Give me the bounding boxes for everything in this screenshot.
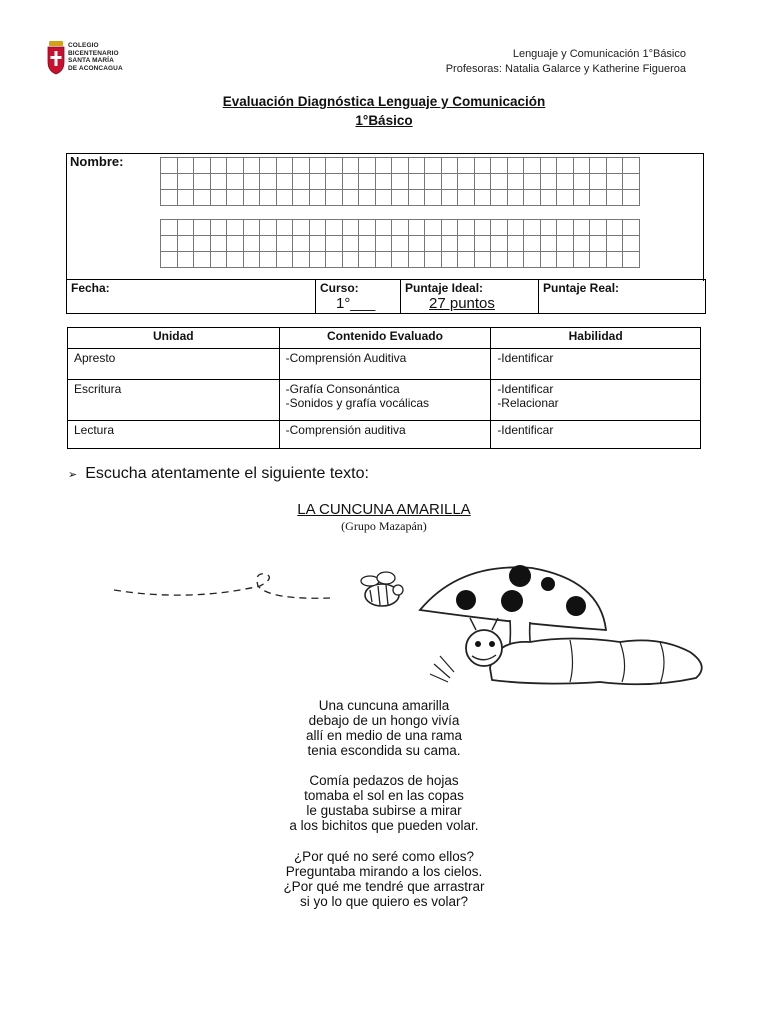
grid-row xyxy=(161,158,640,174)
grid-cell[interactable] xyxy=(260,220,277,236)
grid-cell[interactable] xyxy=(474,220,491,236)
skill-cell: -Identificar xyxy=(491,421,701,449)
grid-cell[interactable] xyxy=(491,236,508,252)
grid-cell[interactable] xyxy=(359,190,376,206)
grid-cell[interactable] xyxy=(309,190,326,206)
grid-cell[interactable] xyxy=(573,220,590,236)
grid-cell[interactable] xyxy=(309,158,326,174)
grid-cell[interactable] xyxy=(342,236,359,252)
grid-cell[interactable] xyxy=(309,220,326,236)
grid-cell[interactable] xyxy=(557,236,574,252)
page-subtitle: 1°Básico xyxy=(355,113,413,128)
teachers-line: Profesoras: Natalia Galarce y Katherine Figueroa xyxy=(445,63,686,75)
skill-cell: -Identificar -Relacionar xyxy=(491,380,701,421)
unit-cell: Lectura xyxy=(68,421,280,449)
ideal-score-value: 27 puntos xyxy=(429,295,495,312)
grid-cell[interactable] xyxy=(227,252,244,268)
grid-cell[interactable] xyxy=(590,236,607,252)
grid-cell[interactable] xyxy=(276,158,293,174)
grid-cell[interactable] xyxy=(507,158,524,174)
grid-cell[interactable] xyxy=(276,252,293,268)
surname-writing-grid[interactable] xyxy=(160,219,640,268)
bee-icon xyxy=(361,572,403,606)
grid-cell[interactable] xyxy=(491,190,508,206)
grid-cell[interactable] xyxy=(590,174,607,190)
unit-cell: Apresto xyxy=(68,349,280,380)
grid-cell[interactable] xyxy=(276,190,293,206)
grid-cell[interactable] xyxy=(243,190,260,206)
grid-cell[interactable] xyxy=(276,220,293,236)
school-crest-icon xyxy=(46,40,66,76)
grid-cell[interactable] xyxy=(540,220,557,236)
grid-cell[interactable] xyxy=(441,236,458,252)
grid-cell[interactable] xyxy=(491,174,508,190)
grid-cell[interactable] xyxy=(161,190,178,206)
grid-cell[interactable] xyxy=(507,174,524,190)
table-row xyxy=(68,421,701,449)
grid-cell[interactable] xyxy=(210,174,227,190)
grid-cell[interactable] xyxy=(458,220,475,236)
grid-cell[interactable] xyxy=(243,236,260,252)
grid-cell[interactable] xyxy=(606,190,623,206)
caterpillar-illustration xyxy=(100,560,710,690)
instruction xyxy=(68,465,369,483)
column-header: Unidad xyxy=(68,328,280,349)
grid-cell[interactable] xyxy=(557,252,574,268)
date-label: Fecha: xyxy=(71,281,110,295)
grid-cell[interactable] xyxy=(425,236,442,252)
subject-line: Lenguaje y Comunicación 1°Básico xyxy=(512,48,686,60)
grid-cell[interactable] xyxy=(227,174,244,190)
grid-cell[interactable] xyxy=(392,220,409,236)
grid-cell[interactable] xyxy=(474,236,491,252)
page-title: Evaluación Diagnóstica Lenguaje y Comunicación xyxy=(222,94,546,109)
grid-cell[interactable] xyxy=(326,174,343,190)
name-label: Nombre: xyxy=(70,154,124,169)
grid-cell[interactable] xyxy=(392,190,409,206)
content-cell: -Grafía Consonántica -Sonidos y grafía vocálicas xyxy=(279,380,491,421)
grid-cell[interactable] xyxy=(524,220,541,236)
column-header: Habilidad xyxy=(491,328,701,349)
school-logo xyxy=(46,40,130,76)
grid-cell[interactable] xyxy=(573,158,590,174)
grid-cell[interactable] xyxy=(227,190,244,206)
course-label: Curso: xyxy=(320,281,359,295)
grid-cell[interactable] xyxy=(359,220,376,236)
school-name: COLEGIO BICENTENARIO SANTA MARÍA DE ACONCAGUA xyxy=(68,42,123,72)
grid-cell[interactable] xyxy=(210,190,227,206)
grid-cell[interactable] xyxy=(260,174,277,190)
grid-cell[interactable] xyxy=(210,252,227,268)
grid-cell[interactable] xyxy=(557,158,574,174)
grid-cell[interactable] xyxy=(491,252,508,268)
grid-cell[interactable] xyxy=(540,174,557,190)
grid-cell[interactable] xyxy=(557,174,574,190)
skill-cell: -Identificar xyxy=(491,349,701,380)
grid-cell[interactable] xyxy=(375,190,392,206)
grid-cell[interactable] xyxy=(507,236,524,252)
grid-cell[interactable] xyxy=(557,220,574,236)
grid-cell[interactable] xyxy=(524,190,541,206)
grid-cell[interactable] xyxy=(573,190,590,206)
grid-cell[interactable] xyxy=(177,158,194,174)
grid-cell[interactable] xyxy=(606,158,623,174)
grid-cell[interactable] xyxy=(540,252,557,268)
real-score-cell[interactable] xyxy=(539,280,704,313)
grid-cell[interactable] xyxy=(243,252,260,268)
grid-cell[interactable] xyxy=(293,220,310,236)
grid-cell[interactable] xyxy=(161,252,178,268)
grid-cell[interactable] xyxy=(161,158,178,174)
grid-cell[interactable] xyxy=(293,252,310,268)
name-writing-grid[interactable] xyxy=(160,157,640,206)
table-row xyxy=(68,380,701,421)
grid-cell[interactable] xyxy=(507,252,524,268)
grid-cell[interactable] xyxy=(260,158,277,174)
poem-author: (Grupo Mazapán) xyxy=(341,519,427,533)
grid-cell[interactable] xyxy=(606,174,623,190)
grid-cell[interactable] xyxy=(177,252,194,268)
grid-cell[interactable] xyxy=(177,236,194,252)
grid-cell[interactable] xyxy=(309,236,326,252)
grid-cell[interactable] xyxy=(309,174,326,190)
grid-cell[interactable] xyxy=(425,252,442,268)
grid-cell[interactable] xyxy=(260,190,277,206)
ideal-score-label: Puntaje Ideal: xyxy=(405,281,484,295)
grid-cell[interactable] xyxy=(177,220,194,236)
grid-cell[interactable] xyxy=(243,174,260,190)
grid-cell[interactable] xyxy=(326,236,343,252)
grid-cell[interactable] xyxy=(408,252,425,268)
grid-cell[interactable] xyxy=(507,190,524,206)
grid-cell[interactable] xyxy=(623,174,640,190)
grid-cell[interactable] xyxy=(177,174,194,190)
grid-cell[interactable] xyxy=(458,236,475,252)
grid-row xyxy=(161,220,640,236)
grid-cell[interactable] xyxy=(474,190,491,206)
grid-cell[interactable] xyxy=(408,220,425,236)
grid-cell[interactable] xyxy=(326,252,343,268)
grid-cell[interactable] xyxy=(441,190,458,206)
grid-cell[interactable] xyxy=(425,190,442,206)
table-header-row xyxy=(68,328,701,349)
poem-stanza-3: ¿Por qué no seré como ellos? Preguntaba mirando a los cielos. ¿Por qué me tendré que arrastrar si yo lo que quiero es volar? xyxy=(283,849,485,909)
grid-cell[interactable] xyxy=(194,252,211,268)
grid-cell[interactable] xyxy=(507,220,524,236)
grid-cell[interactable] xyxy=(441,174,458,190)
grid-cell[interactable] xyxy=(243,220,260,236)
grid-cell[interactable] xyxy=(359,158,376,174)
grid-cell[interactable] xyxy=(557,190,574,206)
grid-cell[interactable] xyxy=(375,174,392,190)
grid-cell[interactable] xyxy=(441,220,458,236)
grid-cell[interactable] xyxy=(573,236,590,252)
grid-cell[interactable] xyxy=(606,220,623,236)
grid-cell[interactable] xyxy=(491,220,508,236)
grid-cell[interactable] xyxy=(359,252,376,268)
grid-cell[interactable] xyxy=(623,190,640,206)
units-table xyxy=(67,327,701,449)
grid-cell[interactable] xyxy=(177,190,194,206)
grid-cell[interactable] xyxy=(392,236,409,252)
content-cell: -Comprensión Auditiva xyxy=(279,349,491,380)
grid-cell[interactable] xyxy=(293,236,310,252)
grid-cell[interactable] xyxy=(524,252,541,268)
ideal-score-cell xyxy=(401,280,539,313)
caterpillar-icon xyxy=(430,618,702,684)
grid-cell[interactable] xyxy=(326,158,343,174)
grid-cell[interactable] xyxy=(227,158,244,174)
grid-cell[interactable] xyxy=(590,190,607,206)
grid-cell[interactable] xyxy=(276,174,293,190)
grid-cell[interactable] xyxy=(606,252,623,268)
grid-cell[interactable] xyxy=(326,220,343,236)
grid-cell[interactable] xyxy=(326,190,343,206)
grid-cell[interactable] xyxy=(342,220,359,236)
date-cell[interactable] xyxy=(67,280,316,313)
grid-cell[interactable] xyxy=(293,174,310,190)
grid-cell[interactable] xyxy=(458,190,475,206)
score-info-row xyxy=(66,279,706,314)
grid-cell[interactable] xyxy=(425,220,442,236)
grid-cell[interactable] xyxy=(342,174,359,190)
grid-cell[interactable] xyxy=(342,252,359,268)
grid-cell[interactable] xyxy=(227,220,244,236)
grid-cell[interactable] xyxy=(161,220,178,236)
grid-cell[interactable] xyxy=(194,236,211,252)
grid-cell[interactable] xyxy=(623,252,640,268)
grid-cell[interactable] xyxy=(573,252,590,268)
grid-cell[interactable] xyxy=(590,158,607,174)
grid-cell[interactable] xyxy=(210,220,227,236)
grid-cell[interactable] xyxy=(408,236,425,252)
grid-cell[interactable] xyxy=(194,174,211,190)
grid-cell[interactable] xyxy=(161,174,178,190)
grid-cell[interactable] xyxy=(392,252,409,268)
poem-stanza-2: Comía pedazos de hojas tomaba el sol en las copas le gustaba subirse a mirar a los bichitos que pueden volar. xyxy=(289,773,479,833)
unit-cell: Escritura xyxy=(68,380,280,421)
poem-stanza-1: Una cuncuna amarilla debajo de un hongo vivía allí en medio de una rama tenia escondida su cama. xyxy=(305,698,463,758)
grid-cell[interactable] xyxy=(293,158,310,174)
grid-cell[interactable] xyxy=(458,174,475,190)
grid-cell[interactable] xyxy=(276,236,293,252)
grid-cell[interactable] xyxy=(260,236,277,252)
grid-cell[interactable] xyxy=(293,190,310,206)
grid-cell[interactable] xyxy=(425,158,442,174)
grid-cell[interactable] xyxy=(590,220,607,236)
grid-cell[interactable] xyxy=(441,252,458,268)
grid-cell[interactable] xyxy=(540,158,557,174)
grid-cell[interactable] xyxy=(260,252,277,268)
grid-cell[interactable] xyxy=(623,236,640,252)
grid-cell[interactable] xyxy=(474,158,491,174)
table-row xyxy=(68,349,701,380)
grid-cell[interactable] xyxy=(408,158,425,174)
grid-cell[interactable] xyxy=(194,190,211,206)
grid-cell[interactable] xyxy=(309,252,326,268)
course-cell[interactable] xyxy=(316,280,401,313)
grid-row xyxy=(161,236,640,252)
grid-cell[interactable] xyxy=(359,174,376,190)
column-header: Contenido Evaluado xyxy=(279,328,491,349)
grid-cell[interactable] xyxy=(425,174,442,190)
grid-cell[interactable] xyxy=(524,236,541,252)
flight-path-icon xyxy=(114,574,330,599)
grid-cell[interactable] xyxy=(474,174,491,190)
grid-cell[interactable] xyxy=(342,190,359,206)
grid-row xyxy=(161,190,640,206)
grid-cell[interactable] xyxy=(491,158,508,174)
grid-cell[interactable] xyxy=(573,174,590,190)
grid-cell[interactable] xyxy=(623,158,640,174)
grid-cell[interactable] xyxy=(540,190,557,206)
grid-cell[interactable] xyxy=(458,158,475,174)
course-value: 1°___ xyxy=(336,295,376,312)
grid-cell[interactable] xyxy=(375,252,392,268)
grid-cell[interactable] xyxy=(375,236,392,252)
grid-cell[interactable] xyxy=(392,174,409,190)
grid-cell[interactable] xyxy=(359,236,376,252)
grid-cell[interactable] xyxy=(524,158,541,174)
document-header xyxy=(446,47,686,77)
grid-cell[interactable] xyxy=(441,158,458,174)
arrow-bullet-icon: ➢ xyxy=(68,469,78,481)
grid-cell[interactable] xyxy=(210,158,227,174)
grid-cell[interactable] xyxy=(408,190,425,206)
instruction-text: Escucha atentamente el siguiente texto: xyxy=(85,465,369,482)
grid-cell[interactable] xyxy=(342,158,359,174)
grid-cell[interactable] xyxy=(458,252,475,268)
grid-cell[interactable] xyxy=(194,220,211,236)
grid-cell[interactable] xyxy=(590,252,607,268)
grid-cell[interactable] xyxy=(210,236,227,252)
grid-cell[interactable] xyxy=(243,158,260,174)
grid-cell[interactable] xyxy=(524,174,541,190)
grid-row xyxy=(161,174,640,190)
poem-title: LA CUNCUNA AMARILLA xyxy=(297,501,471,518)
grid-cell[interactable] xyxy=(408,174,425,190)
grid-cell[interactable] xyxy=(375,158,392,174)
grid-cell[interactable] xyxy=(606,236,623,252)
grid-cell[interactable] xyxy=(194,158,211,174)
grid-row xyxy=(161,252,640,268)
grid-cell[interactable] xyxy=(375,220,392,236)
real-score-label: Puntaje Real: xyxy=(543,281,620,295)
grid-cell[interactable] xyxy=(227,236,244,252)
grid-cell[interactable] xyxy=(392,158,409,174)
grid-cell[interactable] xyxy=(623,220,640,236)
grid-cell[interactable] xyxy=(540,236,557,252)
content-cell: -Comprensión auditiva xyxy=(279,421,491,449)
grid-cell[interactable] xyxy=(474,252,491,268)
grid-cell[interactable] xyxy=(161,236,178,252)
